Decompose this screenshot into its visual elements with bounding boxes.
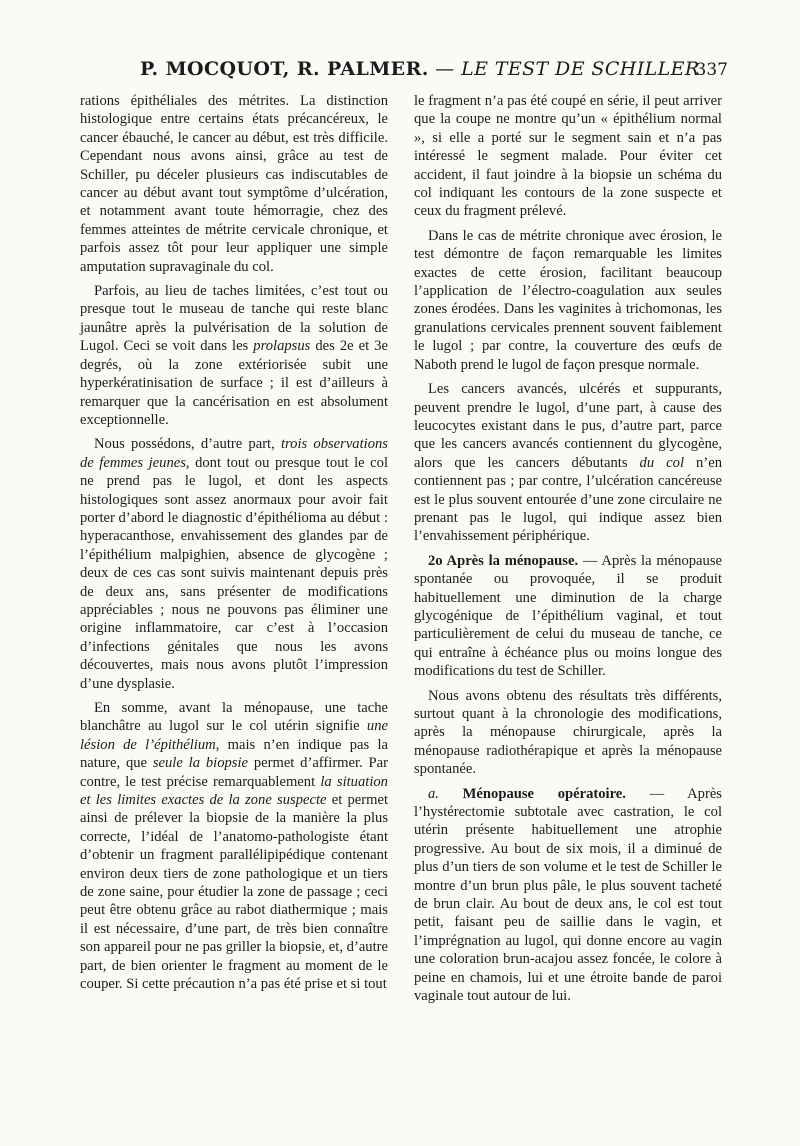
- right-column: [414, 92, 722, 1012]
- section-heading: 2o Après la ménopause.: [428, 552, 579, 569]
- italic-term: une lésion de l’épithélium: [80, 718, 388, 753]
- left-column: [80, 92, 388, 1000]
- italic-term: du col: [639, 454, 685, 471]
- text-run: Les cancers avancés, ulcérés et suppurants, peuvent prendre le lugol, d’une part, à cause des leucocytes existant dans le pus, d’autre part, parce que les cancers avancés contiennent du glycogène, alors que les cancers débutants: [414, 381, 722, 471]
- header-title: LE TEST DE SCHILLER: [461, 58, 700, 80]
- paragraph: [414, 785, 722, 1006]
- running-head: [140, 58, 700, 80]
- text-run: Parfois, au lieu de taches limitées, c’est tout ou presque tout le museau de tanche qui reste blanc jaunâtre après la pulvérisation de la solution de Lugol. Ceci se voit dans les: [80, 283, 388, 355]
- text-run: , dont tout ou presque tout le col ne prend pas le lugol, et dont les aspects histologiques sont assez anormaux pour avoir fait porter d’abord le diagnostic d’épithélioma au début : hyperacanthose, envahissement des glandes par de l’épithélium malpighien, absence de glycogène ; deux de ces cas sont suivis maintenant depuis près de deux ans, sans présenter de modifications appréciables ; nous ne pouvons pas éliminer une origine inflammatoire, car c’est à l’occasion d’infections génitales que nous les avons découvertes, mais nous avons plutôt l’impression d’une dysplasie.: [80, 454, 388, 692]
- paragraph: [414, 552, 722, 681]
- italic-term: seule la biopsie: [152, 755, 248, 772]
- paragraph: rations épithéliales des métrites. La distinction histologique entre certains états précancéreux, le cancer ébauché, le cancer au début, est très difficile. Cependant nous avons ainsi, grâce au test de Schiller, pu déceler plusieurs cas indiscutables de cancer au début avant tout symptôme d’ulcération, et notamment avant toute hémorragie, chez des femmes atteintes de métrite cervicale chronique, et parfois assez tôt pour leur appliquer une simple amputation supravaginale du col.: [80, 93, 388, 275]
- text-run: et permet ainsi de prélever la biopsie de la manière la plus correcte, l’idéal de l’anatomo-pathologiste étant d’obtenir un fragment parallélipipédique contenant environ deux tiers de zone pathologique et un tiers de zone saine, pour étudier la zone de passage ; ceci peut être obtenu grâce au rabot diathermique ; mais il est nécessaire, d’une part, de très bien connaître son appareil pour ne pas griller la biopsie, et, d’autre part, de bien orienter le fragment au moment de le couper. Si cette précaution n’a pas été prise et si tout: [80, 792, 388, 993]
- running-header: [0, 56, 800, 86]
- text-run: Nous possédons, d’autre part,: [94, 436, 281, 453]
- text-run: En somme, avant la ménopause, une tache blanchâtre au lugol sur le col utérin signifie: [80, 700, 388, 735]
- text-run: — Après la ménopause spontanée ou provoquée, il se produit habituellement une diminution de la charge glycogénique de l’épithélium vaginal, et tout particulièrement de celui du museau de tanche, ce qui entraîne à échéance plus ou moins longue des modifications du test de Schiller.: [414, 552, 722, 680]
- subsection-heading: Ménopause opératoire.: [438, 785, 626, 802]
- page-number: 337: [695, 60, 728, 80]
- paragraph: Nous avons obtenu des résultats très différents, surtout quant à la chronologie des modifications, après la ménopause chirurgicale, après la ménopause radiothérapique et après la ménopause spontanée.: [414, 687, 722, 778]
- text-run: , mais n’en indique pas la nature, que: [80, 736, 388, 772]
- paragraph: [414, 380, 722, 546]
- italic-term: prolapsus: [253, 338, 311, 355]
- paragraph: [80, 282, 388, 429]
- text-run: des 2e et 3e degrés, où la zone extériorisée subit une hyperkératinisation de surface ; il est d’ailleurs à remarquer que la cancérisation en est absolument exceptionnelle.: [80, 338, 388, 428]
- text-run: — Après l’hystérectomie subtotale avec castration, le col utérin présente habituellement une atrophie progressive. Au bout de six mois, il a diminué de plus d’un tiers de son volume et le test de Schiller le montre d’un brun plus pâle, le plus souvent tacheté de brun clair. Au bout de deux ans, le col est tout petit, faisant peu de saillie dans le vagin, et l’imprégnation au lugol, qui donne encore au vagin une coloration brun-acajou assez foncée, le colore à peine en chamois, lui et une étroite bande de paroi vaginale tout autour de lui.: [414, 785, 722, 1005]
- italic-term: trois observations de femmes jeunes: [80, 436, 388, 471]
- paragraph: [80, 699, 388, 994]
- paragraph: [80, 435, 388, 693]
- header-authors: P. MOCQUOT, R. PALMER.: [140, 58, 429, 80]
- subsection-letter: a.: [428, 785, 439, 802]
- paragraph: le fragment n’a pas été coupé en série, il peut arriver que la coupe ne montre qu’un « épithélium normal », si elle a porté sur le segment sain et n’a pas intéressé le segment malade. Pour éviter cet accident, il faut joindre à la biopsie un schéma du col indiquant les contours de la zone suspecte et ceux du fragment prélevé.: [414, 93, 722, 220]
- paragraph: Dans le cas de métrite chronique avec érosion, le test démontre de façon remarquable les limites exactes de cette érosion, facilitant beaucoup l’application de l’électro-coagulation aux seules zones érodées. Dans les vaginites à trichomonas, les granulations cervicales prennent souvent faiblement le lugol ; par contre, la couverture des œufs de Naboth prend le lugol de façon presque normale.: [414, 227, 722, 373]
- text-run: n’en contiennent pas ; par contre, l’ulcération cancéreuse est le plus souvent entourée d’une zone circulaire ne prenant pas le lugol, qui indique assez bien l’envahissement périphérique.: [414, 454, 722, 545]
- text-run: permet d’affirmer. Par contre, le test précise remarquablement: [80, 755, 388, 790]
- italic-term: la situation et les limites exactes de la zone suspecte: [80, 773, 388, 809]
- header-separator: —: [428, 58, 462, 80]
